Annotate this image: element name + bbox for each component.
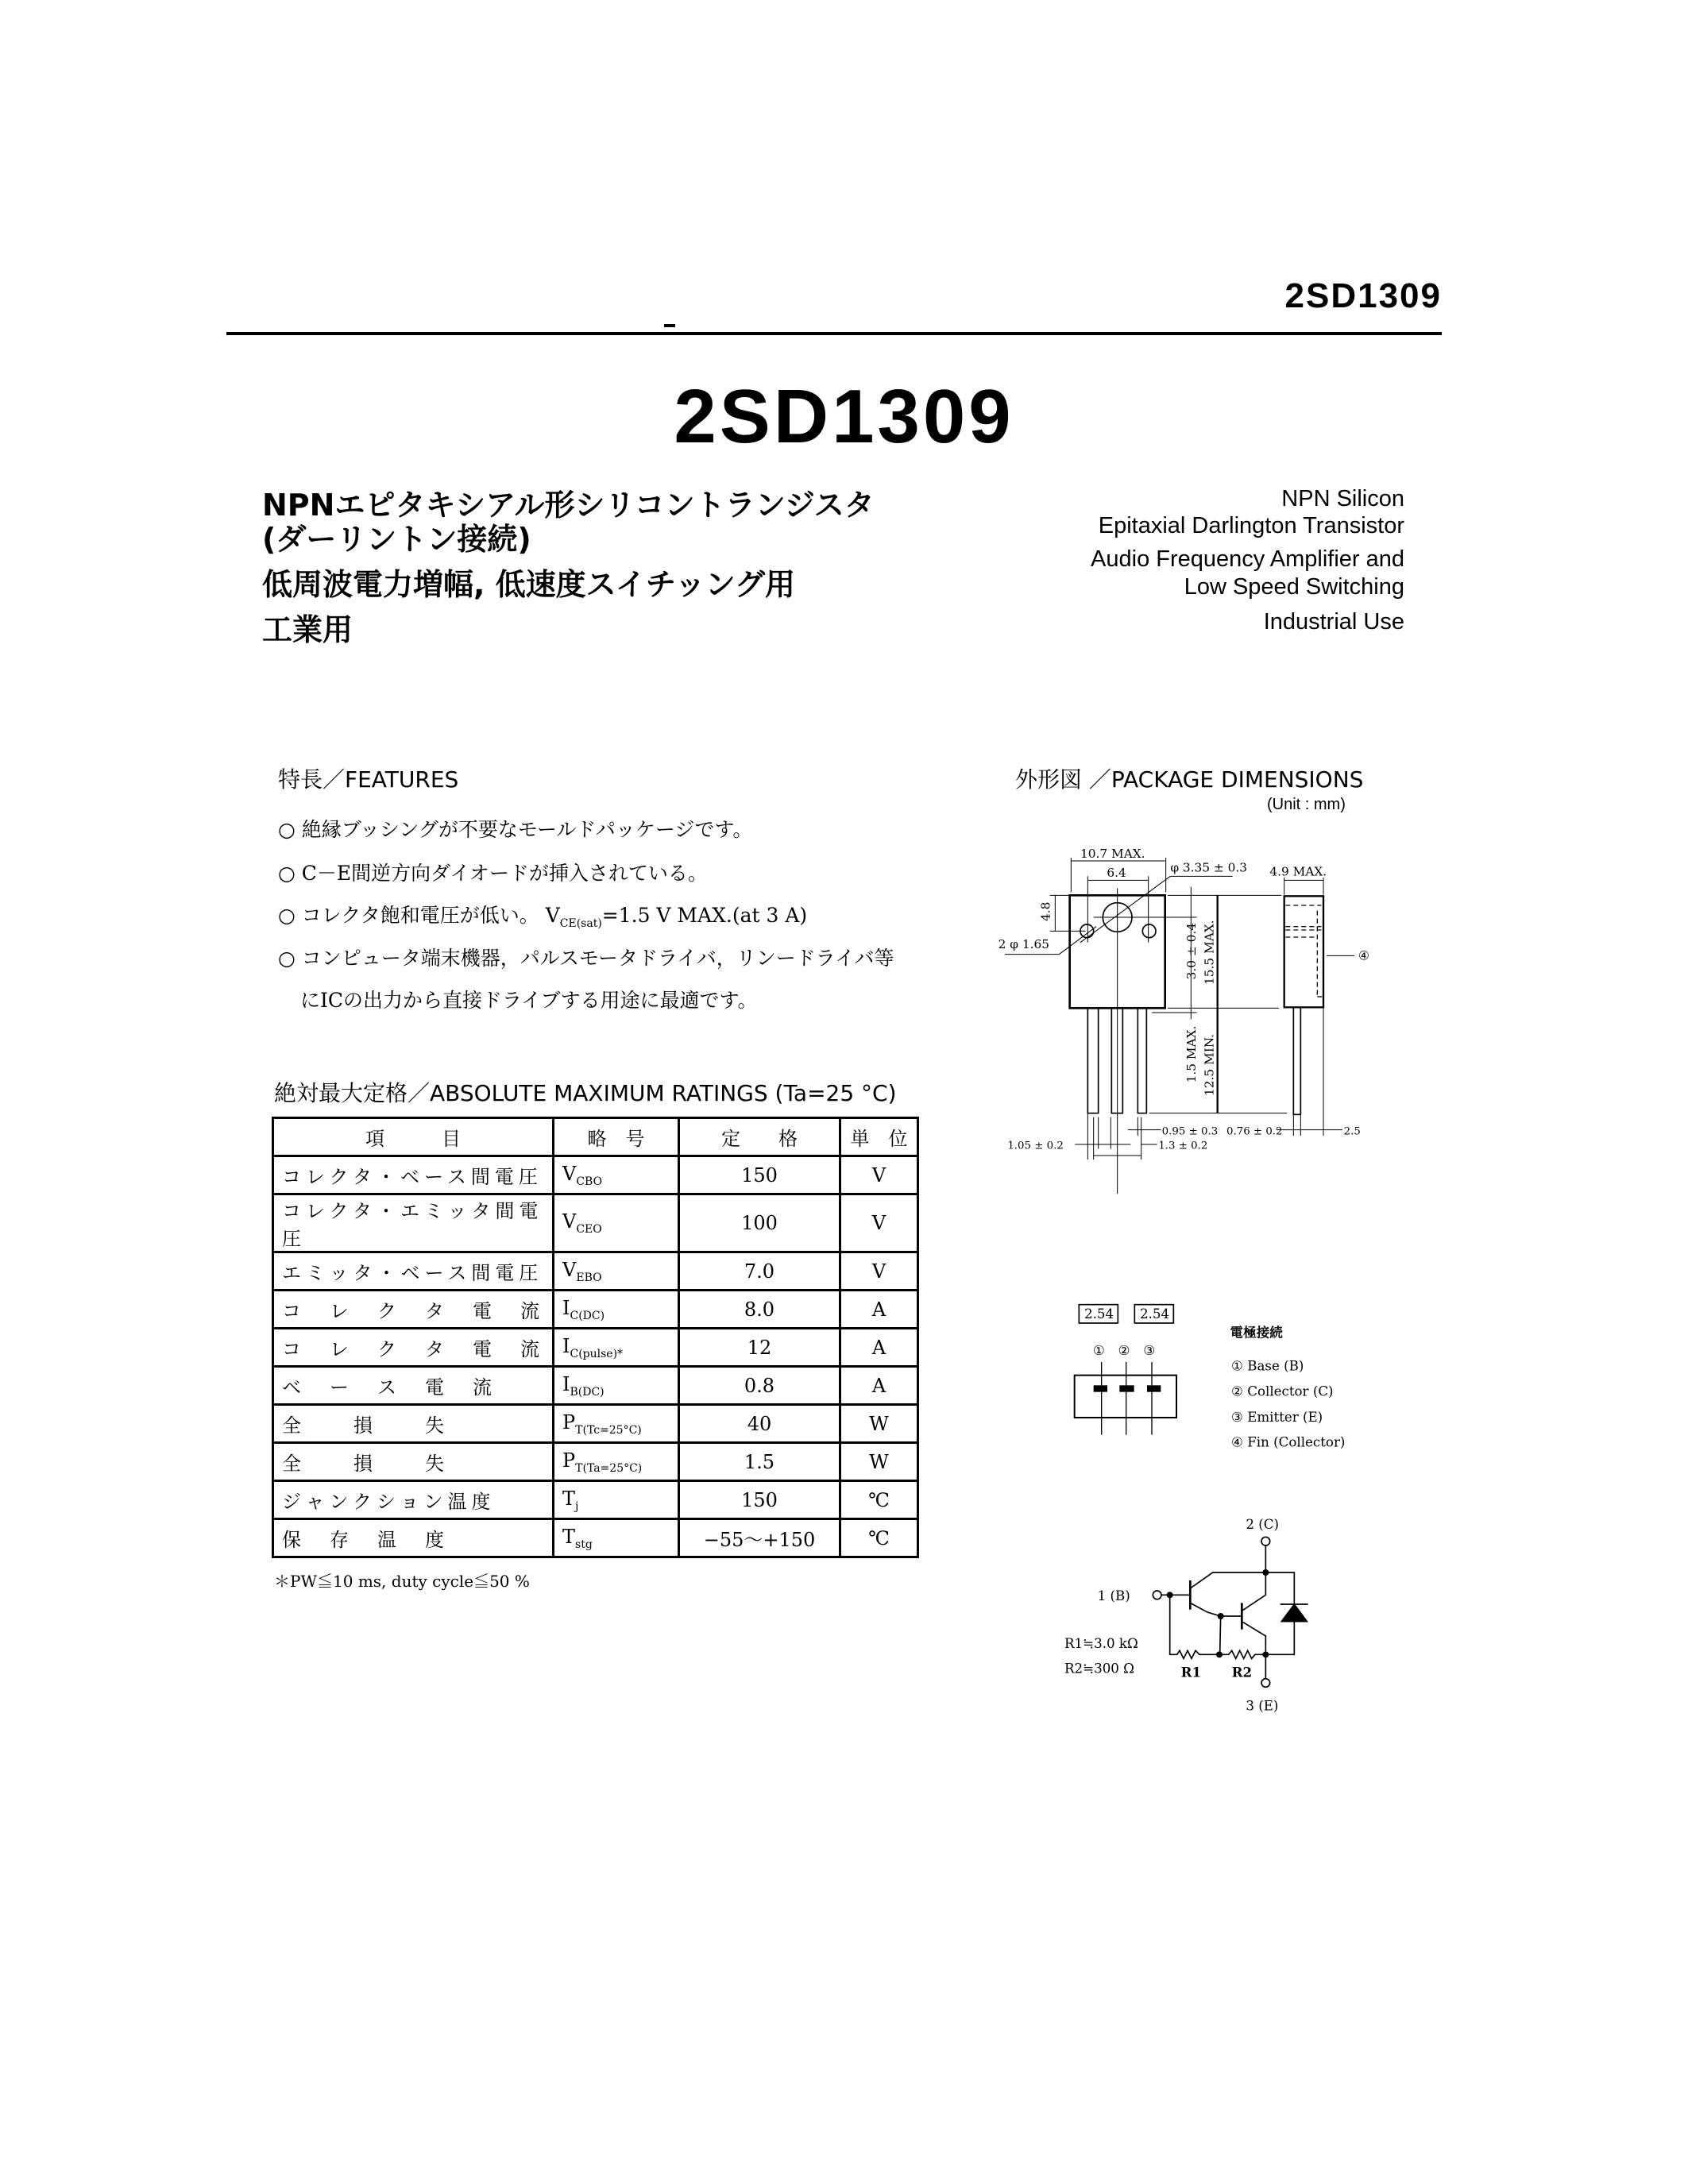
rating-symbol (554, 1194, 679, 1252)
dim-lead-min: 12.5 MIN. (1202, 1033, 1217, 1096)
rating-item: コレクタ・エミッタ間電圧 (273, 1194, 554, 1252)
en-desc-3: Audio Frequency Amplifier and (1091, 546, 1404, 572)
dim-lead-shoulder: 1.5 MAX. (1184, 1025, 1199, 1083)
jp-desc-1: NPNエピタキシアル形シリコントランジスタ (262, 488, 875, 523)
dim-width-max: 10.7 MAX. (1080, 847, 1145, 861)
side-view-hidden-lines (1285, 905, 1323, 997)
pin-description: ① Base (B) (1231, 1358, 1304, 1374)
col-header: 単 位 (840, 1118, 918, 1156)
rating-unit: A (840, 1329, 918, 1367)
r1-value: R1≒3.0 kΩ (1064, 1636, 1138, 1651)
jp-desc-4: 工業用 (262, 612, 353, 647)
vce-value: =1.5 V MAX.(at 3 A) (601, 904, 808, 927)
en-desc-4: Low Speed Switching (1184, 574, 1404, 600)
rating-item: ベ ー ス 電 流 (273, 1367, 554, 1405)
rating-symbol (554, 1252, 679, 1291)
rating-value: 150 (679, 1156, 840, 1194)
pin-description: ④ Fin (Collector) (1231, 1434, 1346, 1450)
table-row (273, 1405, 918, 1443)
rating-symbol (554, 1443, 679, 1481)
dim-hole-height: 4.8 (1038, 901, 1053, 921)
header-part-number: 2SD1309 (1284, 276, 1442, 315)
symbol: I (562, 1296, 570, 1319)
symbol-subscript: C(DC) (570, 1309, 605, 1322)
package-heading: 外形図 ／PACKAGE DIMENSIONS (1015, 766, 1364, 793)
rating-value: −55～+150 (679, 1519, 840, 1557)
rating-value: 40 (679, 1405, 840, 1443)
rating-value: 7.0 (679, 1252, 840, 1291)
col-header: 略 号 (554, 1118, 679, 1156)
feature-item: にICの出力から直接ドライブする用途に最適です。 (300, 989, 758, 1012)
pin-connection-heading: 電極接続 (1230, 1324, 1283, 1341)
jp-desc-3: 低周波電力増幅, 低速度スイチッング用 (262, 567, 796, 602)
dim-lead-off: 2.5 (1343, 1125, 1361, 1138)
ratings-heading: 絶対最大定格／ABSOLUTE MAXIMUM RATINGS (Ta=25 °C) (274, 1080, 897, 1106)
rating-symbol (554, 1156, 679, 1194)
dim-lead-w2: 1.05 ± 0.2 (1007, 1140, 1064, 1152)
en-desc-5: Industrial Use (1263, 609, 1404, 635)
symbol: V (562, 1258, 577, 1281)
package-unit: (Unit : mm) (1267, 796, 1346, 813)
en-desc-1: NPN Silicon (1281, 486, 1404, 511)
header-mark (664, 324, 675, 327)
pin-number: ③ (1143, 1343, 1156, 1358)
rating-item: 全 損 失 (273, 1443, 554, 1481)
rating-item: コレクタ・ベース間電圧 (273, 1156, 554, 1194)
header-rule (226, 332, 1442, 335)
rating-symbol (554, 1367, 679, 1405)
feature-item (278, 900, 807, 930)
symbol: I (562, 1372, 570, 1395)
feature-item: ○ 絶縁ブッシングが不要なモールドパッケージです。 (278, 818, 753, 841)
rating-item: エミッタ・ベース間電圧 (273, 1252, 554, 1291)
symbol: P (562, 1410, 576, 1433)
table-row (273, 1443, 918, 1481)
rating-symbol (554, 1291, 679, 1329)
symbol-subscript: B(DC) (570, 1385, 605, 1399)
rating-symbol (554, 1405, 679, 1443)
rating-unit: W (840, 1405, 918, 1443)
dim-hole-dia: φ 3.35 ± 0.3 (1170, 860, 1248, 875)
ratings-footnote: ＊PW≦10 ms, duty cycle≦50 % (274, 1572, 530, 1591)
rating-symbol (554, 1519, 679, 1557)
rating-value: 0.8 (679, 1367, 840, 1405)
col-header: 定 格 (679, 1118, 840, 1156)
rating-unit: V (840, 1194, 918, 1252)
pitch-label: 2.54 (1140, 1306, 1170, 1322)
ratings-table (272, 1117, 919, 1558)
rating-symbol (554, 1329, 679, 1367)
pin-description: ② Collector (C) (1231, 1383, 1334, 1399)
rating-item: 保 存 温 度 (273, 1519, 554, 1557)
symbol-subscript: CBO (576, 1175, 603, 1188)
dim-body-max: 15.5 MAX. (1202, 920, 1217, 985)
dim-lead-w1: 0.95 ± 0.3 (1161, 1125, 1219, 1138)
rating-unit: A (840, 1291, 918, 1329)
rating-symbol (554, 1481, 679, 1519)
pin-description: ③ Emitter (E) (1231, 1410, 1323, 1425)
col-header: 項 目 (273, 1118, 554, 1156)
symbol-subscript: T(Tc=25°C) (575, 1423, 642, 1437)
symbol: V (562, 1210, 577, 1233)
dim-hole-offset: 3.0 ± 0.4 (1184, 922, 1199, 980)
base-terminal-label: 1 (B) (1097, 1588, 1130, 1603)
fin-marker: ④ (1358, 948, 1369, 963)
symbol-subscript: CEO (576, 1222, 602, 1236)
table-row (273, 1194, 918, 1252)
feature-item: ○ C－E間逆方向ダイオードが挿入されている。 (278, 862, 708, 885)
package-drawing (985, 747, 1430, 1302)
r2-value: R2≒300 Ω (1064, 1661, 1134, 1677)
symbol: T (562, 1525, 576, 1548)
rating-value: 8.0 (679, 1291, 840, 1329)
vce-subscript: CE(sat) (559, 917, 602, 930)
table-row (273, 1481, 918, 1519)
emitter-terminal-label: 3 (E) (1246, 1698, 1279, 1714)
en-desc-2: Epitaxial Darlington Transistor (1098, 513, 1404, 538)
dim-thick-max: 4.9 MAX. (1269, 864, 1327, 879)
r2-label: R2 (1231, 1664, 1253, 1680)
pin-number: ① (1093, 1343, 1105, 1358)
symbol: T (562, 1487, 576, 1510)
rating-item: コ レ ク タ 電 流 (273, 1329, 554, 1367)
r1-label: R1 (1180, 1664, 1202, 1680)
pin-pads (1094, 1385, 1161, 1391)
pin-lines (1102, 1362, 1152, 1435)
symbol-subscript: EBO (576, 1271, 602, 1284)
dim-lead-t: 0.76 ± 0.2 (1226, 1125, 1283, 1138)
pitch-label: 2.54 (1084, 1306, 1114, 1322)
rating-item: 全 損 失 (273, 1405, 554, 1443)
pin-number: ② (1118, 1343, 1130, 1358)
rating-value: 1.5 (679, 1443, 840, 1481)
table-header-row (273, 1118, 918, 1156)
rating-value: 12 (679, 1329, 840, 1367)
symbol: I (562, 1334, 570, 1357)
rating-unit: W (840, 1443, 918, 1481)
pin-and-circuit-drawing (1033, 1287, 1430, 1731)
rating-unit: A (840, 1367, 918, 1405)
symbol-subscript: C(pulse)* (570, 1347, 624, 1360)
dim-hole-pitch: 6.4 (1107, 866, 1126, 880)
rating-unit: ℃ (840, 1519, 918, 1557)
table-row (273, 1367, 918, 1405)
rating-unit: ℃ (840, 1481, 918, 1519)
rating-item: ジャンクション温度 (273, 1481, 554, 1519)
table-row (273, 1156, 918, 1194)
page-title: 2SD1309 (674, 374, 1014, 459)
rating-item: コ レ ク タ 電 流 (273, 1291, 554, 1329)
features-heading: 特長／FEATURES (278, 766, 459, 793)
table-row (273, 1252, 918, 1291)
table-row (273, 1519, 918, 1557)
bottom-view-body (1075, 1376, 1176, 1418)
table-row (273, 1329, 918, 1367)
darlington-circuit (1153, 1537, 1308, 1687)
symbol-subscript: j (575, 1499, 579, 1513)
symbol-subscript: stg (575, 1538, 593, 1551)
rating-value: 150 (679, 1481, 840, 1519)
feature-item: ○ コンピュータ端末機器，パルスモータドライバ，リンードライバ等 (278, 947, 894, 970)
lead-3 (1138, 1008, 1146, 1113)
small-hole (1142, 924, 1156, 938)
side-view-lead (1293, 1007, 1300, 1114)
table-row (273, 1291, 918, 1329)
dim-small-holes: 2 φ 1.65 (998, 937, 1050, 951)
rating-unit: V (840, 1156, 918, 1194)
lead-1 (1087, 1008, 1098, 1113)
symbol: P (562, 1449, 576, 1472)
rating-unit: V (840, 1252, 918, 1291)
symbol-subscript: T(Ta=25°C) (575, 1461, 643, 1475)
feature-text: ○ コレクタ飽和電圧が低い。 V (278, 904, 560, 927)
jp-desc-2: (ダーリントン接続) (262, 522, 531, 557)
collector-terminal-label: 2 (C) (1246, 1517, 1279, 1532)
dim-lead-w3: 1.3 ± 0.2 (1158, 1140, 1208, 1152)
rating-value: 100 (679, 1194, 840, 1252)
symbol: V (562, 1162, 577, 1185)
